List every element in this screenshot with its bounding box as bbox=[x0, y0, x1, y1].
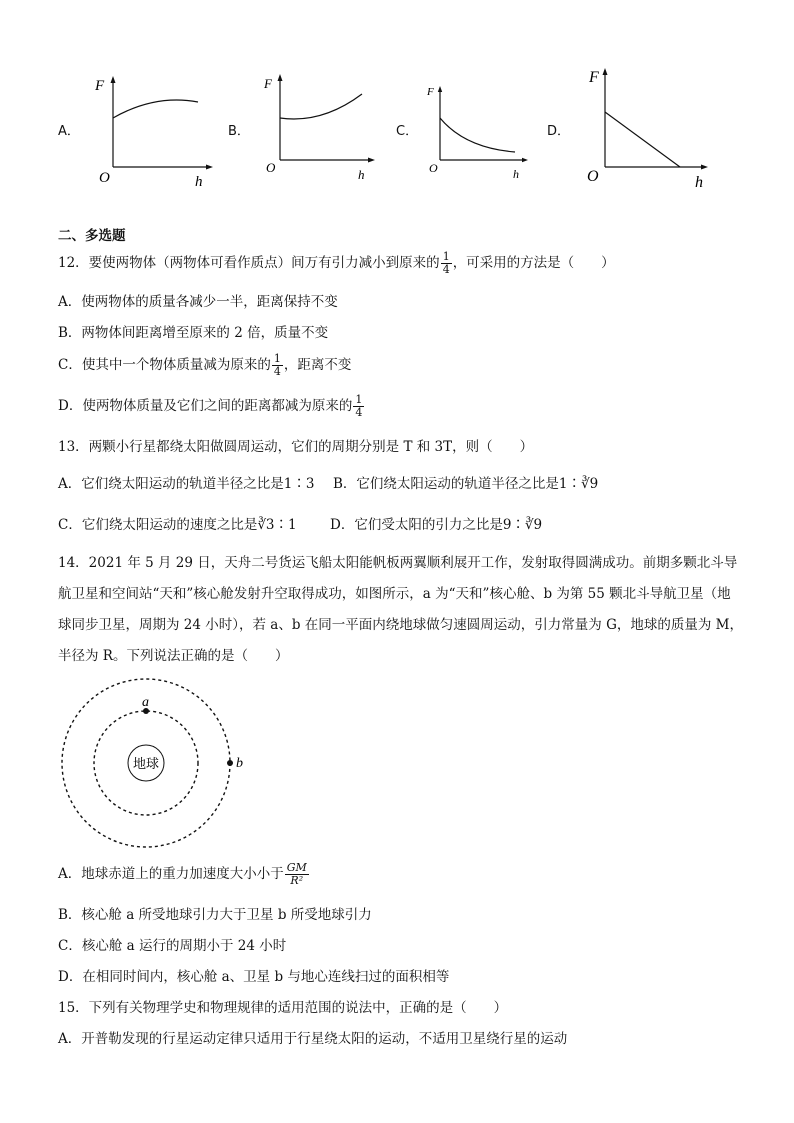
q12-opt-d-frac-den: 4 bbox=[355, 406, 363, 419]
graph-b-h-label: h bbox=[358, 167, 365, 182]
satellite-b-label: b bbox=[236, 756, 243, 771]
q13-stem: 13．两颗小行星都绕太阳做圆周运动，它们的周期分别是 T 和 3T，则（ ） bbox=[58, 439, 534, 455]
graph-d-f-label: F bbox=[589, 69, 599, 86]
graph-d-letter: D． bbox=[547, 124, 571, 139]
graph-b-curve bbox=[280, 94, 362, 119]
satellite-b bbox=[227, 760, 233, 766]
graph-a-f-label: F bbox=[95, 78, 105, 94]
graph-a-h-label: h bbox=[195, 174, 203, 190]
graph-d-line bbox=[605, 112, 680, 167]
graph-a-curve bbox=[113, 100, 198, 118]
q12-option-b: B．两物体间距离增至原来的 2 倍，质量不变 bbox=[58, 325, 329, 341]
q14-stem-line-2: 航卫星和空间站“天和”核心舱发射升空取得成功，如图所示，a 为“天和”核心舱、b 为第 55 颗北斗导航卫星（地 bbox=[58, 586, 731, 602]
q12-frac-num: 1 bbox=[442, 250, 450, 263]
graph-b-f-label: F bbox=[264, 76, 272, 91]
q12-option-a: A．使两物体的质量各减少一半，距离保持不变 bbox=[58, 294, 338, 310]
graph-a bbox=[95, 72, 215, 190]
section-title: 二、多选题 bbox=[58, 228, 126, 244]
q14-stem-line-3: 球同步卫星，周期为 24 小时），若 a、b 在同一平面内绕地球做匀速圆周运动，引力常量为 G，地球的质量为 M， bbox=[58, 617, 743, 633]
q12-stem bbox=[58, 251, 615, 276]
q12-frac-den: 4 bbox=[442, 263, 450, 276]
graph-c-h-label: h bbox=[513, 167, 519, 181]
q12-option-c-text: C．使其中一个物体质量减为原来的 bbox=[58, 357, 271, 373]
q12-stem-tail: ，可采用的方法是（ ） bbox=[452, 255, 615, 271]
graph-c bbox=[425, 80, 535, 185]
q14-option-a bbox=[58, 862, 310, 887]
q14-opt-a-den: R² bbox=[290, 874, 304, 887]
graph-c-o-label: O bbox=[429, 161, 438, 175]
q13-option-d: D．它们受太阳的引力之比是9∶∛9 bbox=[330, 517, 543, 533]
q14-option-a-fraction bbox=[285, 862, 309, 887]
orbit-diagram bbox=[55, 678, 255, 853]
q12-opt-d-frac-num: 1 bbox=[355, 393, 363, 406]
q14-stem-line-4: 半径为 R。下列说法正确的是（ ） bbox=[58, 648, 289, 664]
graph-d-o-label: O bbox=[587, 168, 599, 185]
earth-label: 地球 bbox=[132, 757, 160, 772]
q13-option-c: C．它们绕太阳运动的速度之比是∛3∶1 bbox=[58, 517, 297, 533]
q14-opt-a-num: GM bbox=[286, 861, 307, 874]
q12-option-c-tail: ，距离不变 bbox=[283, 357, 352, 373]
graph-c-curve bbox=[440, 118, 515, 152]
q12-option-c-fraction bbox=[272, 353, 283, 378]
q13-option-b: B．它们绕太阳运动的轨道半径之比是1∶∛9 bbox=[333, 476, 599, 492]
q14-option-d: D．在相同时间内，核心舱 a、卫星 b 与地心连线扫过的面积相等 bbox=[58, 969, 450, 985]
q15-option-a: A．开普勒发现的行星运动定律只适用于行星绕太阳的运动，不适用卫星绕行星的运动 bbox=[58, 1031, 568, 1047]
q12-opt-c-frac-num: 1 bbox=[273, 352, 281, 365]
q12-option-d-text: D．使两物体质量及它们之间的距离都减为原来的 bbox=[58, 398, 353, 414]
q12-stem-text: 12．要使两物体（两物体可看作质点）间万有引力减小到原来的 bbox=[58, 255, 440, 271]
q14-stem-line-1: 14．2021 年 5 月 29 日，天舟二号货运飞船太阳能帆板两翼顺利展开工作，发射取得圆满成功。前期多颗北斗导 bbox=[58, 555, 738, 571]
q12-option-d bbox=[58, 394, 365, 419]
q12-option-d-fraction bbox=[353, 394, 364, 419]
q12-option-c bbox=[58, 353, 351, 378]
satellite-a-label: a bbox=[142, 695, 149, 710]
graph-c-letter: C． bbox=[396, 124, 419, 139]
graph-b-letter: B． bbox=[228, 124, 250, 139]
q14-option-c: C．核心舱 a 运行的周期小于 24 小时 bbox=[58, 938, 287, 954]
q12-fraction bbox=[441, 251, 452, 276]
q12-opt-c-frac-den: 4 bbox=[273, 365, 281, 378]
graph-d bbox=[585, 64, 715, 192]
graph-c-f-label: F bbox=[427, 86, 434, 98]
q15-stem: 15．下列有关物理学史和物理规律的适用范围的说法中，正确的是（ ） bbox=[58, 1000, 508, 1016]
graph-b bbox=[262, 72, 382, 184]
q13-option-a: A．它们绕太阳运动的轨道半径之比是1∶3 bbox=[58, 476, 315, 492]
graph-a-o-label: O bbox=[99, 170, 110, 186]
graph-a-letter: A． bbox=[58, 124, 80, 139]
graph-d-h-label: h bbox=[695, 174, 703, 191]
graph-b-o-label: O bbox=[266, 160, 276, 175]
q14-option-b: B．核心舱 a 所受地球引力大于卫星 b 所受地球引力 bbox=[58, 907, 372, 923]
q14-option-a-text: A．地球赤道上的重力加速度大小小于 bbox=[58, 866, 284, 882]
